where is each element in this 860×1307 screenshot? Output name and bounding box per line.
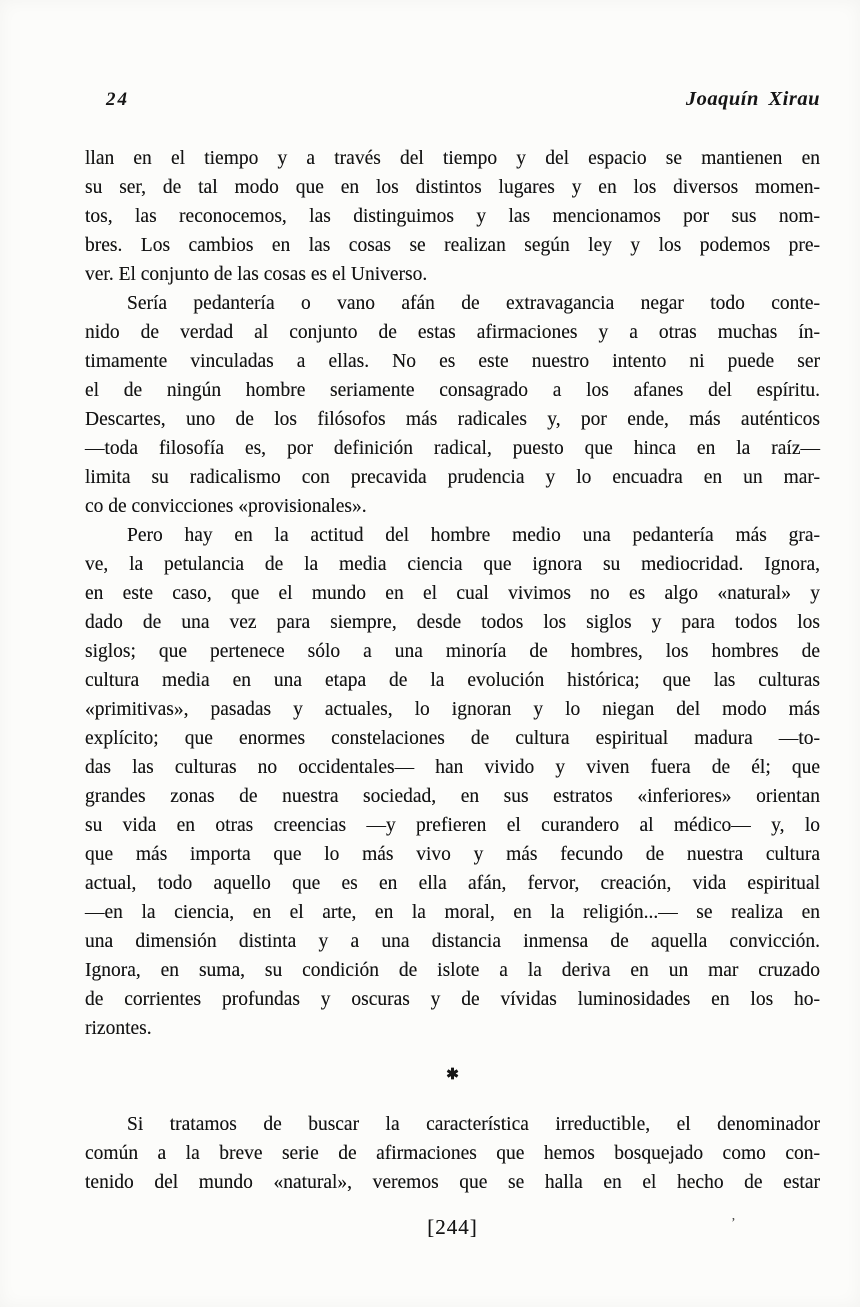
text-line: actual, todo aquello que es en ella afán, fervor, creación, vida espiritual — [85, 873, 820, 894]
text-line: —toda filosofía es, por definición radical, puesto que hinca en la raíz— — [85, 438, 820, 459]
text-line: tos, las reconocemos, las distinguimos y las mencionamos por sus nom- — [85, 206, 820, 227]
text-line: explícito; que enormes constelaciones de cultura espiritual madura —to- — [85, 728, 820, 749]
text-line: bres. Los cambios en las cosas se realizan según ley y los podemos pre- — [85, 235, 820, 256]
text-line: que más importa que lo más vivo y más fecundo de nuestra cultura — [85, 844, 820, 865]
text-line: ver. El conjunto de las cosas es el Universo. — [85, 264, 428, 285]
text-line: Ignora, en suma, su condición de islote a la deriva en un mar cruzado — [85, 960, 820, 981]
body-text — [85, 144, 820, 1242]
text-line: Pero hay en la actitud del hombre medio una pedantería más gra- — [127, 525, 820, 546]
text-line: nido de verdad al conjunto de estas afirmaciones y a otras muchas ín- — [85, 322, 820, 343]
paragraph — [85, 521, 820, 1043]
paragraph — [85, 289, 820, 521]
text-line: ve, la petulancia de la media ciencia que ignora su mediocridad. Ignora, — [85, 554, 820, 575]
text-line: «primitivas», pasadas y actuales, lo ignoran y lo niegan del modo más — [85, 699, 820, 720]
text-line: cultura media en una etapa de la evolución histórica; que las culturas — [85, 670, 820, 691]
text-line: Si tratamos de buscar la característica irreductible, el denominador — [127, 1114, 820, 1135]
section-separator-star: ✱ — [446, 1067, 459, 1083]
text-line: su vida en otras creencias —y prefieren el curandero al médico— y, lo — [85, 815, 820, 836]
text-line: timamente vinculadas a ellas. No es este nuestro intento ni puede ser — [85, 351, 820, 372]
text-line: —en la ciencia, en el arte, en la moral, en la religión...— se realiza en — [85, 902, 820, 923]
text-line: das las culturas no occidentales— han vivido y viven fuera de él; que — [85, 757, 820, 778]
text-line: rizontes. — [85, 1018, 152, 1039]
text-line: siglos; que pertenece sólo a una minoría de hombres, los hombres de — [85, 641, 820, 662]
text-line: Sería pedantería o vano afán de extravagancia negar todo conte- — [127, 293, 820, 314]
text-line: su ser, de tal modo que en los distintos lugares y en los diversos momen- — [85, 177, 820, 198]
text-line: grandes zonas de nuestra sociedad, en sus estratos «inferiores» orientan — [85, 786, 820, 807]
text-line: llan en el tiempo y a través del tiempo y del espacio se mantienen en — [85, 148, 820, 169]
running-header — [85, 88, 820, 111]
print-artifact: ʼ — [731, 1216, 736, 1231]
text-line: de corrientes profundas y oscuras y de vívidas luminosidades en los ho- — [85, 989, 820, 1010]
text-line: en este caso, que el mundo en el cual vivimos no es algo «natural» y — [85, 583, 820, 604]
text-line: dado de una vez para siempre, desde todos los siglos y para todos los — [85, 612, 820, 633]
text-line: co de convicciones «provisionales». — [85, 496, 367, 517]
paragraph — [85, 1110, 820, 1197]
text-block — [85, 0, 820, 1242]
text-line: el de ningún hombre seriamente consagrado a los afanes del espíritu. — [85, 380, 820, 401]
page-number: 24 — [106, 89, 129, 110]
text-line: tenido del mundo «natural», veremos que se halla en el hecho de estar — [85, 1172, 820, 1193]
text-line: una dimensión distinta y a una distancia inmensa de aquella convicción. — [85, 931, 820, 952]
paragraph — [85, 144, 820, 289]
text-line: limita su radicalismo con precavida prudencia y lo encuadra en un mar- — [85, 467, 820, 488]
running-head-author: Joaquín Xirau — [685, 88, 820, 110]
folio-number: [244] — [427, 1215, 478, 1239]
text-line: común a la breve serie de afirmaciones que hemos bosquejado como con- — [85, 1143, 820, 1164]
text-line: Descartes, uno de los filósofos más radicales y, por ende, más auténticos — [85, 409, 820, 430]
